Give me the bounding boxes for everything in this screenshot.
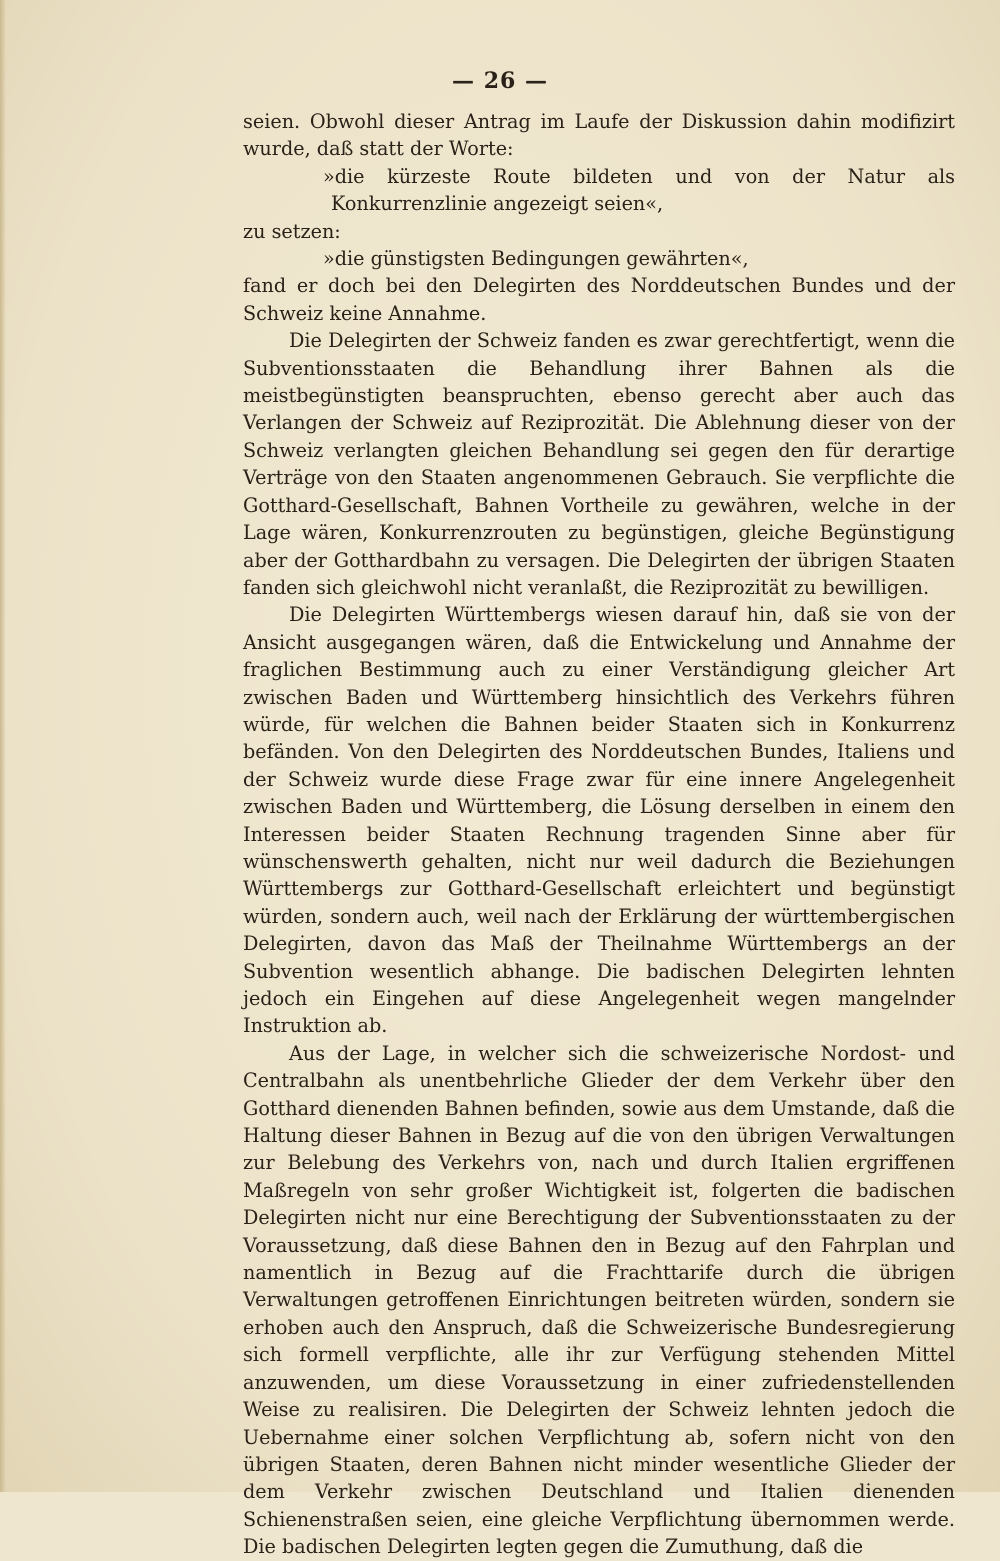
- quoted-phrase: »die kürzeste Route bildeten und von der Natur als Konkurrenzlinie angezeigt seien«,: [323, 164, 955, 216]
- page-edge-shadow: [0, 0, 6, 1492]
- inline-label: zu setzen:: [243, 219, 341, 243]
- paragraph: Die Delegirten der Schweiz fanden es zwar gerechtfertigt, wenn die Subventionsstaaten die Behandlung ihrer Bahnen als die meistbegünstigten beanspruchten, ebenso gerecht aber auch das Verlangen der Schweiz auf Reziprozität. Die Ablehnung dieser von der Schweiz verlangten gleichen Behandlung sei gegen den für derartige Verträge von den Staaten angenommenen Gebrauch. Sie verpflichte die Gotthard-Gesellschaft, Bahnen Vortheile zu gewähren, welche in der Lage wären, Konkurrenzrouten zu begünstigen, gleiche Begünstigung aber der Gotthardbahn zu versagen. Die Delegirten der übrigen Staaten fanden sich gleichwohl nicht veranlaßt, die Reziprozität zu bewilligen.: [243, 329, 955, 599]
- paragraph: Aus der Lage, in welcher sich die schweizerische Nordost- und Centralbahn als unentbehrliche Glieder der dem Verkehr über den Gotthard dienenden Bahnen befinden, sowie aus dem Umstande, daß die Haltung dieser Bahnen in Bezug auf die von den übrigen Verwaltungen zur Belebung des Verkehrs von, nach und durch Italien ergriffenen Maßregeln von sehr großer Wichtigkeit ist, folgerten die badischen Delegirten nicht nur eine Berechtigung der Subventionsstaaten zu der Voraussetzung, daß diese Bahnen den in Bezug auf den Fahrplan und namentlich in Bezug auf die Frachttarife durch die übrigen Verwaltungen getroffenen Einrichtungen beitreten würden, sondern sie erhoben auch den Anspruch, daß die Schweizerische Bundesregierung sich formell verpflichte, alle ihr zur Verfügung stehenden Mittel anzuwenden, um diese Voraussetzung in einer zufriedenstellenden Weise zu realisiren. Die Delegirten der Schweiz lehnten jedoch die Uebernahme einer solchen Verpflichtung ab, sofern nicht von den übrigen Staaten, deren Bahnen nicht minder wesentliche Glieder der dem Verkehr zwischen Deutschland und Italien dienenden Schienenstraßen seien, eine gleiche Verpflichtung übernommen werde. Die badischen Delegirten legten gegen die Zumuthung, daß die: [243, 1041, 955, 1559]
- paragraph: fand er doch bei den Delegirten des Norddeutschen Bundes und der Schweiz keine Annahme.: [243, 274, 955, 325]
- paragraph: Die Delegirten Württembergs wiesen darauf hin, daß sie von der Ansicht ausgegangen wären, daß die Entwickelung und Annahme der fraglichen Bestimmung auch zu einer Verständigung gleicher Art zwischen Baden und Württemberg hinsichtlich des Verkehrs führen würde, für welchen die Bahnen beider Staaten sich in Konkurrenz befänden. Von den Delegirten des Norddeutschen Bundes, Italiens und der Schweiz wurde diese Frage zwar für eine innere Angelegenheit zwischen Baden und Württemberg, die Lösung derselben in einem den Interessen beider Staaten Rechnung tragenden Sinne aber für wünschenswerth gehalten, nicht nur weil dadurch die Beziehungen Württembergs zur Gotthard-Gesellschaft erleichtert und begünstigt würden, sondern auch, weil nach der Erklärung der württembergischen Delegirten, davon das Maß der Theilnahme Württembergs an der Subvention wesentlich abhange. Die badischen Delegirten lehnten jedoch ein Eingehen auf diese Angelegenheit wegen mangelnder Instruktion ab.: [243, 603, 955, 1038]
- page-number: — 26 —: [452, 68, 548, 94]
- body-text: [243, 108, 955, 1561]
- paragraph-continuation: seien. Obwohl dieser Antrag im Laufe der Diskussion dahin modifizirt wurde, daß statt der Worte:: [243, 110, 955, 161]
- quoted-phrase: »die günstigsten Bedingungen gewährten«,: [323, 247, 749, 271]
